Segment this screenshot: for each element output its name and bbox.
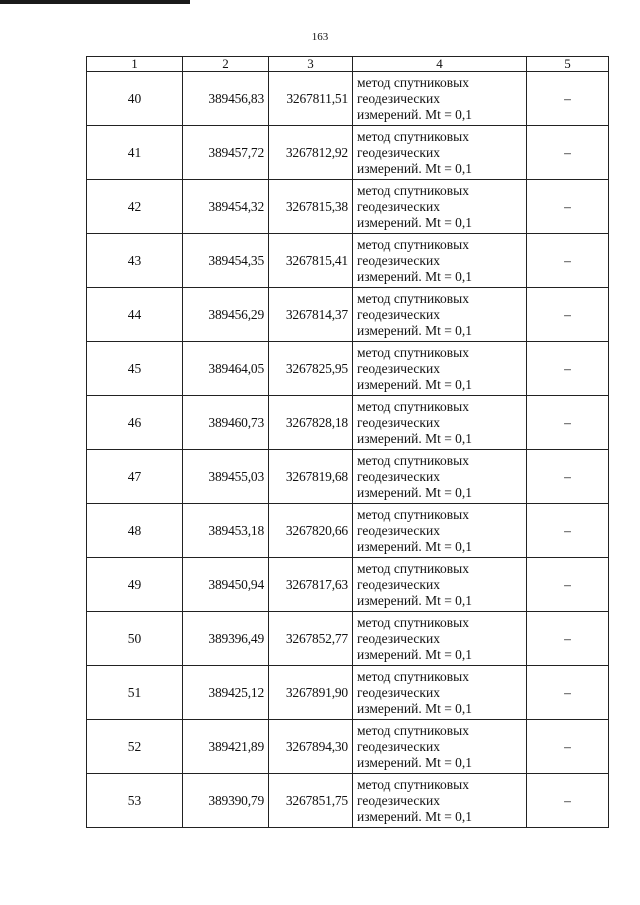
- method-line: измерений. Mt = 0,1: [357, 484, 473, 500]
- table-row: [87, 612, 609, 666]
- coordinate-x: 389390,79: [183, 774, 269, 828]
- note-dash: –: [527, 774, 609, 828]
- note-dash: –: [527, 396, 609, 450]
- coordinate-y: 3267891,90: [269, 666, 353, 720]
- header-col-5: 5: [527, 57, 609, 72]
- method-line: метод спутниковых: [357, 398, 469, 414]
- coordinate-y: 3267894,30: [269, 720, 353, 774]
- method-cell: [353, 234, 527, 288]
- method-line: геодезических: [357, 522, 440, 538]
- point-number: 52: [87, 720, 183, 774]
- method-line: геодезических: [357, 306, 440, 322]
- table-row: [87, 450, 609, 504]
- point-number: 40: [87, 72, 183, 126]
- coordinate-x: 389456,29: [183, 288, 269, 342]
- method-line: измерений. Mt = 0,1: [357, 538, 473, 554]
- coordinate-x: 389457,72: [183, 126, 269, 180]
- note-dash: –: [527, 504, 609, 558]
- method-line: метод спутниковых: [357, 452, 469, 468]
- method-line: измерений. Mt = 0,1: [357, 214, 473, 230]
- table-row: [87, 126, 609, 180]
- method-line: геодезических: [357, 198, 440, 214]
- method-line: геодезических: [357, 468, 440, 484]
- coordinate-y: 3267825,95: [269, 342, 353, 396]
- table-row: [87, 720, 609, 774]
- note-dash: –: [527, 234, 609, 288]
- coordinate-y: 3267812,92: [269, 126, 353, 180]
- table-row: [87, 288, 609, 342]
- table-row: [87, 558, 609, 612]
- note-dash: –: [527, 126, 609, 180]
- point-number: 43: [87, 234, 183, 288]
- note-dash: –: [527, 72, 609, 126]
- header-col-2: 2: [183, 57, 269, 72]
- method-line: геодезических: [357, 792, 440, 808]
- table-row: [87, 180, 609, 234]
- method-line: измерений. Mt = 0,1: [357, 160, 473, 176]
- method-cell: [353, 288, 527, 342]
- coordinates-table: [86, 56, 609, 828]
- coordinate-x: 389454,35: [183, 234, 269, 288]
- method-line: геодезических: [357, 144, 440, 160]
- method-line: геодезических: [357, 360, 440, 376]
- method-line: измерений. Mt = 0,1: [357, 754, 473, 770]
- method-cell: [353, 504, 527, 558]
- method-line: измерений. Mt = 0,1: [357, 268, 473, 284]
- header-col-3: 3: [269, 57, 353, 72]
- method-line: геодезических: [357, 414, 440, 430]
- page-number: 163: [311, 31, 329, 43]
- method-line: измерений. Mt = 0,1: [357, 808, 473, 824]
- note-dash: –: [527, 450, 609, 504]
- method-line: измерений. Mt = 0,1: [357, 430, 473, 446]
- method-line: метод спутниковых: [357, 74, 469, 90]
- coordinate-y: 3267828,18: [269, 396, 353, 450]
- table-row: [87, 504, 609, 558]
- point-number: 44: [87, 288, 183, 342]
- method-line: метод спутниковых: [357, 128, 469, 144]
- coordinate-x: 389425,12: [183, 666, 269, 720]
- method-line: метод спутниковых: [357, 560, 469, 576]
- method-line: геодезических: [357, 252, 440, 268]
- method-line: геодезических: [357, 684, 440, 700]
- method-line: метод спутниковых: [357, 668, 469, 684]
- coordinate-x: 389450,94: [183, 558, 269, 612]
- point-number: 50: [87, 612, 183, 666]
- point-number: 45: [87, 342, 183, 396]
- note-dash: –: [527, 720, 609, 774]
- point-number: 53: [87, 774, 183, 828]
- method-cell: [353, 72, 527, 126]
- method-cell: [353, 720, 527, 774]
- coordinate-x: 389460,73: [183, 396, 269, 450]
- method-cell: [353, 126, 527, 180]
- method-line: измерений. Mt = 0,1: [357, 700, 473, 716]
- method-cell: [353, 666, 527, 720]
- method-line: метод спутниковых: [357, 344, 469, 360]
- note-dash: –: [527, 342, 609, 396]
- method-line: метод спутниковых: [357, 506, 469, 522]
- coordinate-y: 3267815,41: [269, 234, 353, 288]
- note-dash: –: [527, 558, 609, 612]
- note-dash: –: [527, 180, 609, 234]
- method-line: метод спутниковых: [357, 182, 469, 198]
- note-dash: –: [527, 612, 609, 666]
- coordinate-y: 3267815,38: [269, 180, 353, 234]
- coordinate-x: 389464,05: [183, 342, 269, 396]
- point-number: 46: [87, 396, 183, 450]
- method-line: геодезических: [357, 90, 440, 106]
- method-line: геодезических: [357, 630, 440, 646]
- method-line: геодезических: [357, 738, 440, 754]
- method-line: измерений. Mt = 0,1: [357, 106, 473, 122]
- table-header-row: [87, 57, 609, 72]
- coordinate-x: 389455,03: [183, 450, 269, 504]
- method-line: измерений. Mt = 0,1: [357, 646, 473, 662]
- method-line: метод спутниковых: [357, 776, 469, 792]
- point-number: 51: [87, 666, 183, 720]
- point-number: 41: [87, 126, 183, 180]
- coordinate-y: 3267819,68: [269, 450, 353, 504]
- method-line: измерений. Mt = 0,1: [357, 376, 473, 392]
- method-cell: [353, 774, 527, 828]
- header-col-4: 4: [353, 57, 527, 72]
- header-col-1: 1: [87, 57, 183, 72]
- method-line: измерений. Mt = 0,1: [357, 592, 473, 608]
- table-row: [87, 396, 609, 450]
- method-cell: [353, 612, 527, 666]
- method-line: метод спутниковых: [357, 722, 469, 738]
- point-number: 42: [87, 180, 183, 234]
- method-line: метод спутниковых: [357, 614, 469, 630]
- coordinate-y: 3267817,63: [269, 558, 353, 612]
- point-number: 49: [87, 558, 183, 612]
- coordinate-x: 389421,89: [183, 720, 269, 774]
- coordinate-y: 3267851,75: [269, 774, 353, 828]
- coordinate-y: 3267811,51: [269, 72, 353, 126]
- method-cell: [353, 558, 527, 612]
- method-line: измерений. Mt = 0,1: [357, 322, 473, 338]
- coordinate-y: 3267814,37: [269, 288, 353, 342]
- note-dash: –: [527, 288, 609, 342]
- coordinate-x: 389453,18: [183, 504, 269, 558]
- table-row: [87, 774, 609, 828]
- table-body: [87, 72, 609, 828]
- point-number: 47: [87, 450, 183, 504]
- method-line: метод спутниковых: [357, 236, 469, 252]
- method-line: метод спутниковых: [357, 290, 469, 306]
- coordinate-y: 3267820,66: [269, 504, 353, 558]
- table-row: [87, 234, 609, 288]
- method-cell: [353, 396, 527, 450]
- method-cell: [353, 342, 527, 396]
- point-number: 48: [87, 504, 183, 558]
- table-row: [87, 72, 609, 126]
- coordinate-x: 389396,49: [183, 612, 269, 666]
- table-row: [87, 666, 609, 720]
- note-dash: –: [527, 666, 609, 720]
- method-cell: [353, 180, 527, 234]
- coordinate-y: 3267852,77: [269, 612, 353, 666]
- coordinate-x: 389454,32: [183, 180, 269, 234]
- table-row: [87, 342, 609, 396]
- method-line: геодезических: [357, 576, 440, 592]
- coordinate-x: 389456,83: [183, 72, 269, 126]
- top-rule: [0, 0, 190, 4]
- method-cell: [353, 450, 527, 504]
